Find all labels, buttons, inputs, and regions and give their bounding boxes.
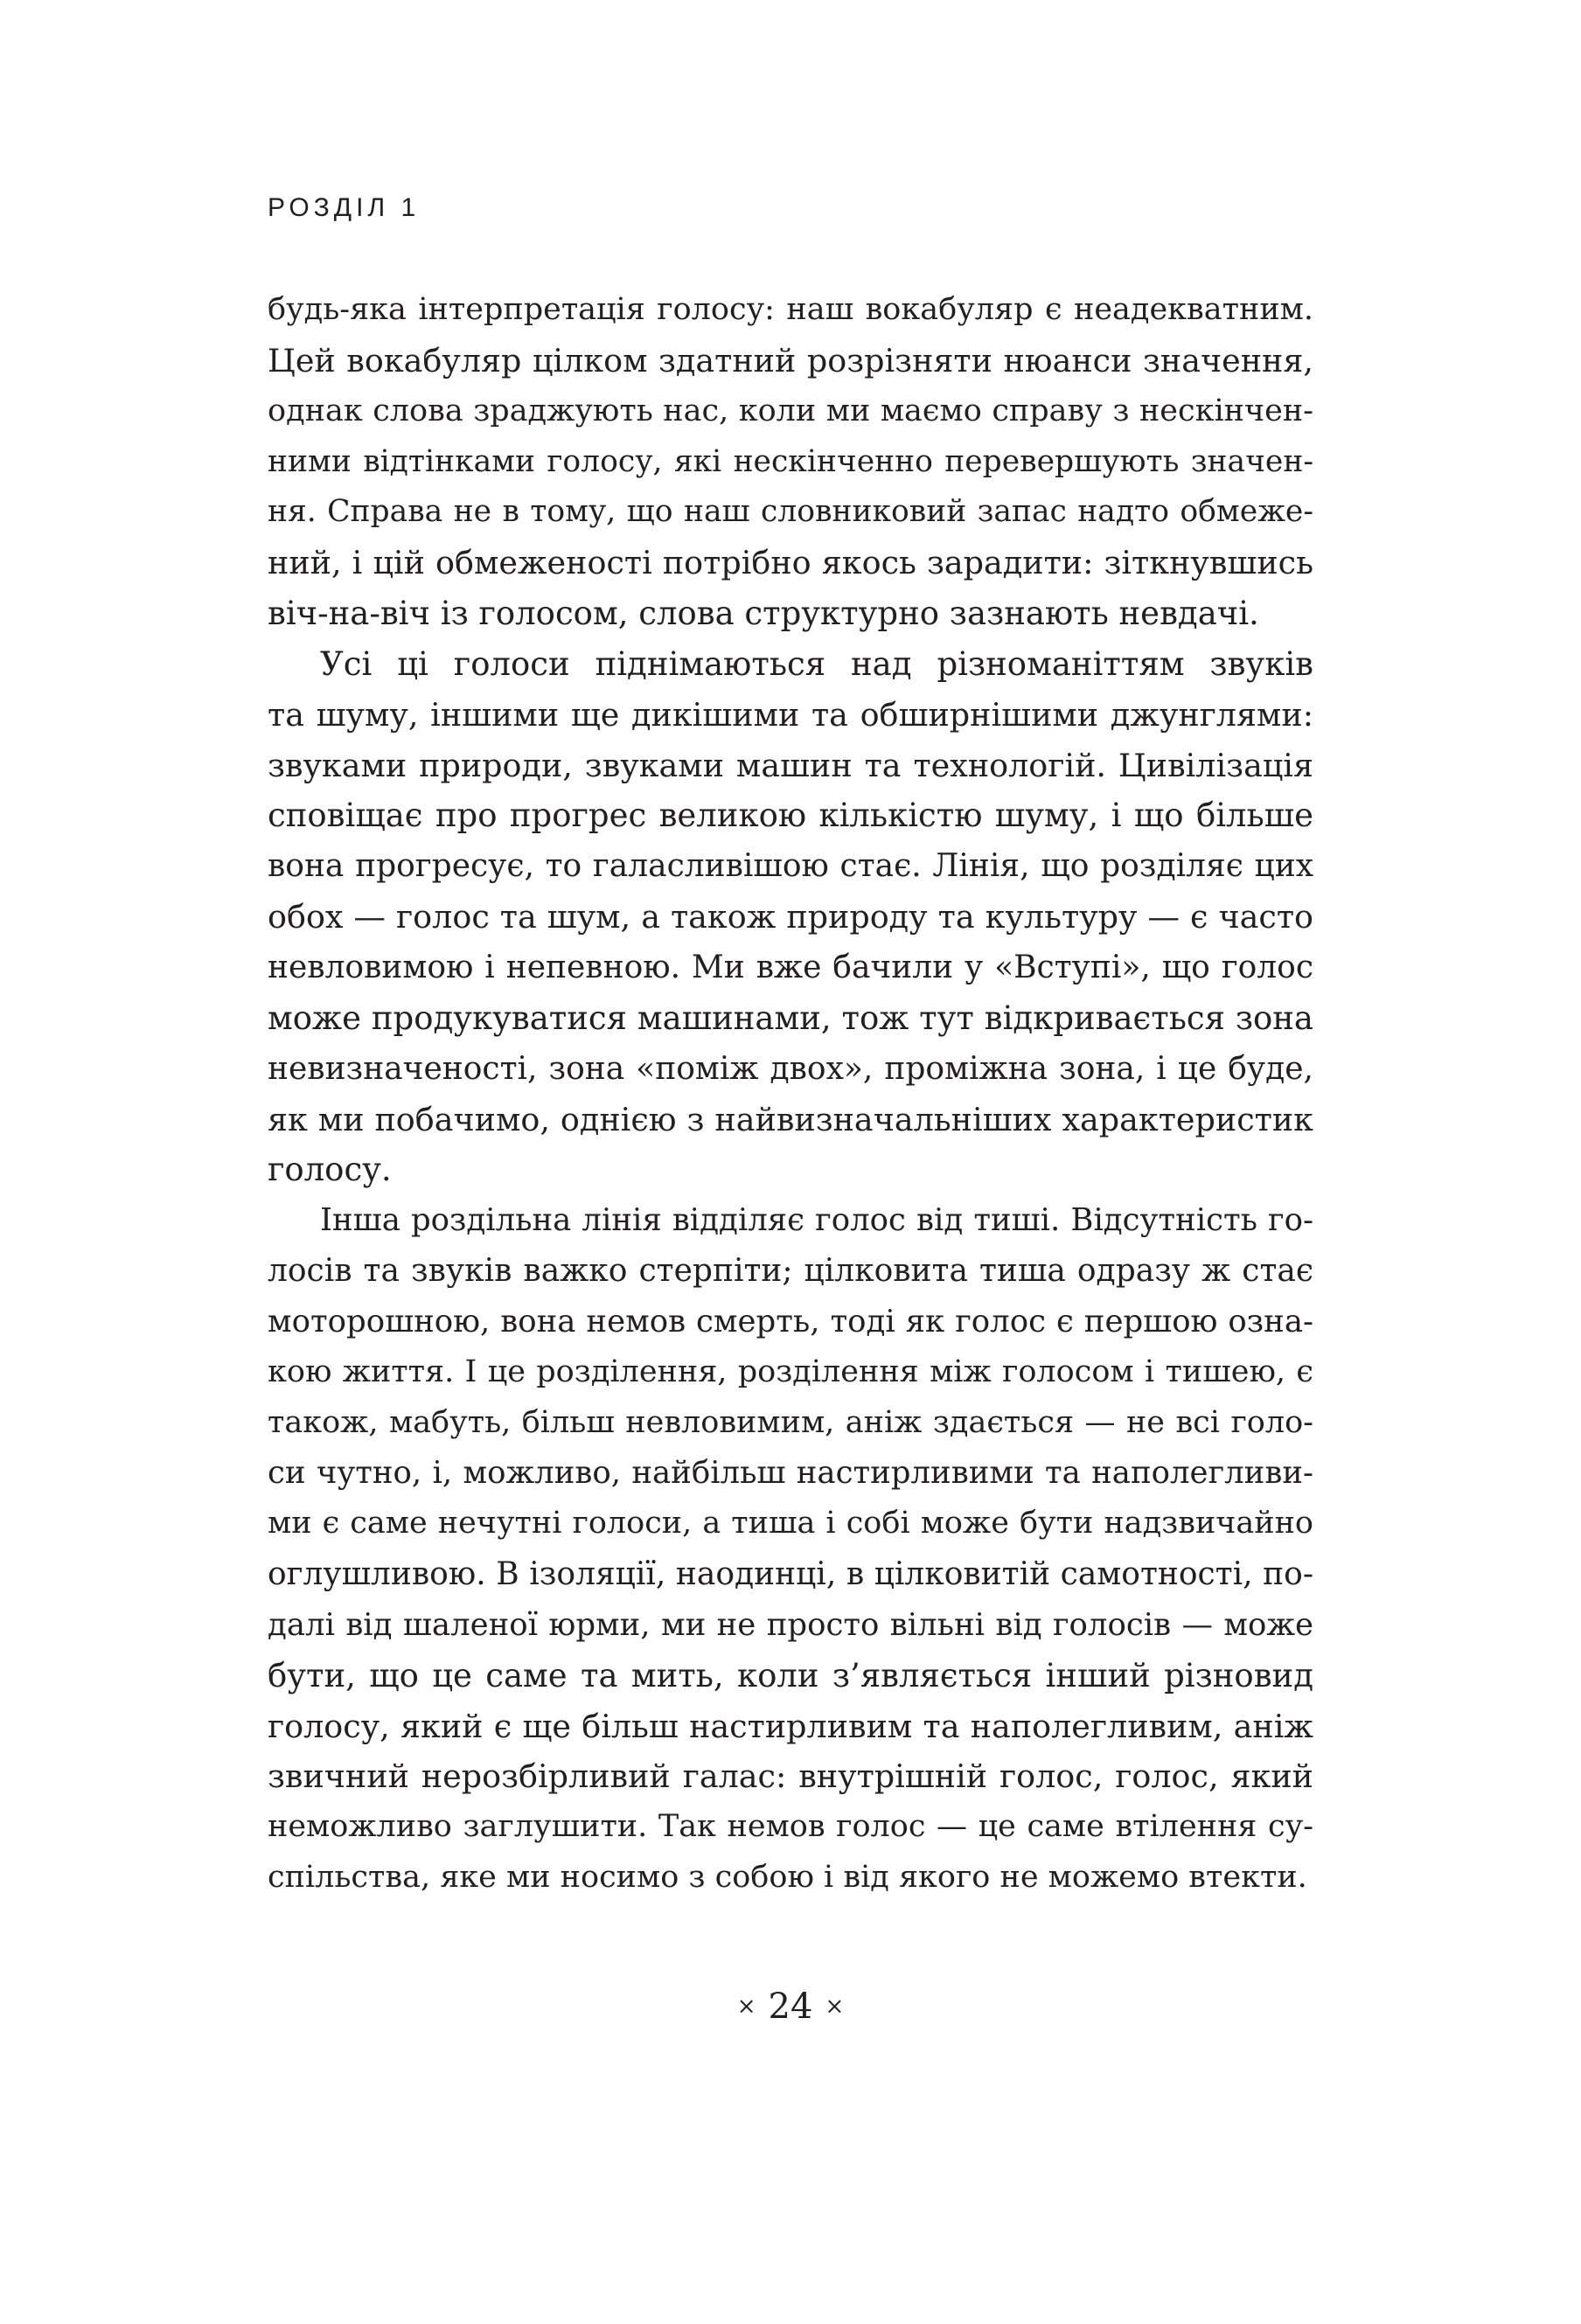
page-folio bbox=[0, 1980, 1581, 2031]
text-line: звуками природи, звуками машин та технологій. Цивілізація bbox=[268, 746, 1313, 784]
body-text bbox=[268, 285, 1313, 1903]
text-line: неможливо заглушити. Так немов голос — це саме втілення су- bbox=[268, 1809, 1313, 1845]
text-line: моторошною, вона немов смерть, тоді як голос є першою озна- bbox=[268, 1303, 1313, 1339]
text-line: кою життя. І це розділення, розділення між голосом і тишею, є bbox=[268, 1353, 1313, 1389]
paragraph bbox=[268, 639, 1313, 1195]
text-line: бути, що це саме та мить, коли з’являється інший різновид bbox=[268, 1656, 1313, 1694]
text-line: ня. Справа не в тому, що наш словниковий запас надто обмеже- bbox=[268, 494, 1313, 530]
text-line: однак слова зраджують нас, коли ми маємо справу з нескінчен- bbox=[268, 393, 1313, 428]
text-line: лосів та звуків важко стерпіти; цілковита тиша одразу ж стає bbox=[268, 1253, 1313, 1290]
text-line: невизначеності, зона «поміж двох», проміжна зона, і це буде, bbox=[268, 1050, 1313, 1087]
text-line: обох — голос та шум, а також природу та культуру — є часто bbox=[268, 898, 1313, 936]
text-line: ми є саме нечутні голоси, а тиша і собі може бути надзвичайно bbox=[268, 1506, 1313, 1541]
paragraph bbox=[268, 285, 1313, 639]
text-line: ний, і цій обмеженості потрібно якось зарадити: зіткнувшись bbox=[268, 544, 1313, 582]
running-head: РОЗДІЛ 1 bbox=[268, 193, 421, 222]
text-line: голосу, який є ще більш настирливим та наполегливим, аніж bbox=[268, 1707, 1313, 1745]
text-line: віч-на-віч із голосом, слова структурно зазнають невдачі. bbox=[268, 595, 1259, 633]
text-line: та шуму, іншими ще дикішими та обширнішими джунглями: bbox=[268, 695, 1313, 734]
text-line: також, мабуть, більш невловимим, аніж здається — не всі голо- bbox=[268, 1404, 1313, 1440]
text-line: як ми побачимо, однією з найвизначальніших характеристик bbox=[268, 1100, 1313, 1138]
text-line: звичний нерозбірливий галас: внутрішній голос, голос, який bbox=[268, 1757, 1313, 1796]
text-line: голосу. bbox=[268, 1151, 392, 1189]
text-line: вона прогресує, то галасливішою стає. Лінія, що розділяє цих bbox=[268, 848, 1313, 885]
text-line: може продукуватися машинами, тож тут відкривається зона bbox=[268, 998, 1313, 1037]
text-line: сповіщає про прогрес великою кількістю шуму, і що більше bbox=[268, 797, 1313, 835]
text-line: невловимою і непевною. Ми вже бачили у «Вступі», що голос bbox=[268, 949, 1313, 985]
folio-ornament-left: × bbox=[736, 1993, 756, 2020]
text-line: ними відтінками голосу, які нескінченно перевершують значен- bbox=[268, 443, 1313, 479]
text-line: си чутно, і, можливо, найбільш настирливими та наполегливи- bbox=[268, 1455, 1313, 1492]
text-line: Усі ці голоси піднімаються над різноманіттям звуків bbox=[320, 644, 1313, 683]
folio-ornament-right: × bbox=[825, 1993, 845, 2020]
text-line: оглушливою. В ізоляції, наодинці, в цілковитій самотності, по- bbox=[268, 1556, 1313, 1593]
text-line: Інша роздільна лінія відділяє голос від тиші. Відсутність го- bbox=[320, 1202, 1313, 1239]
text-line: Цей вокабуляр цілком здатний розрізняти нюанси значення, bbox=[268, 341, 1313, 379]
page-number: 24 bbox=[768, 1987, 813, 2027]
text-line: спільства, яке ми носимо з собою і від якого не можемо втекти. bbox=[268, 1860, 1307, 1896]
paragraph bbox=[268, 1195, 1313, 1903]
text-line: будь-яка інтерпретація голосу: наш вокабуляр є неадекватним. bbox=[268, 292, 1313, 327]
text-line: далі від шаленої юрми, ми не просто вільні від голосів — може bbox=[268, 1606, 1313, 1643]
